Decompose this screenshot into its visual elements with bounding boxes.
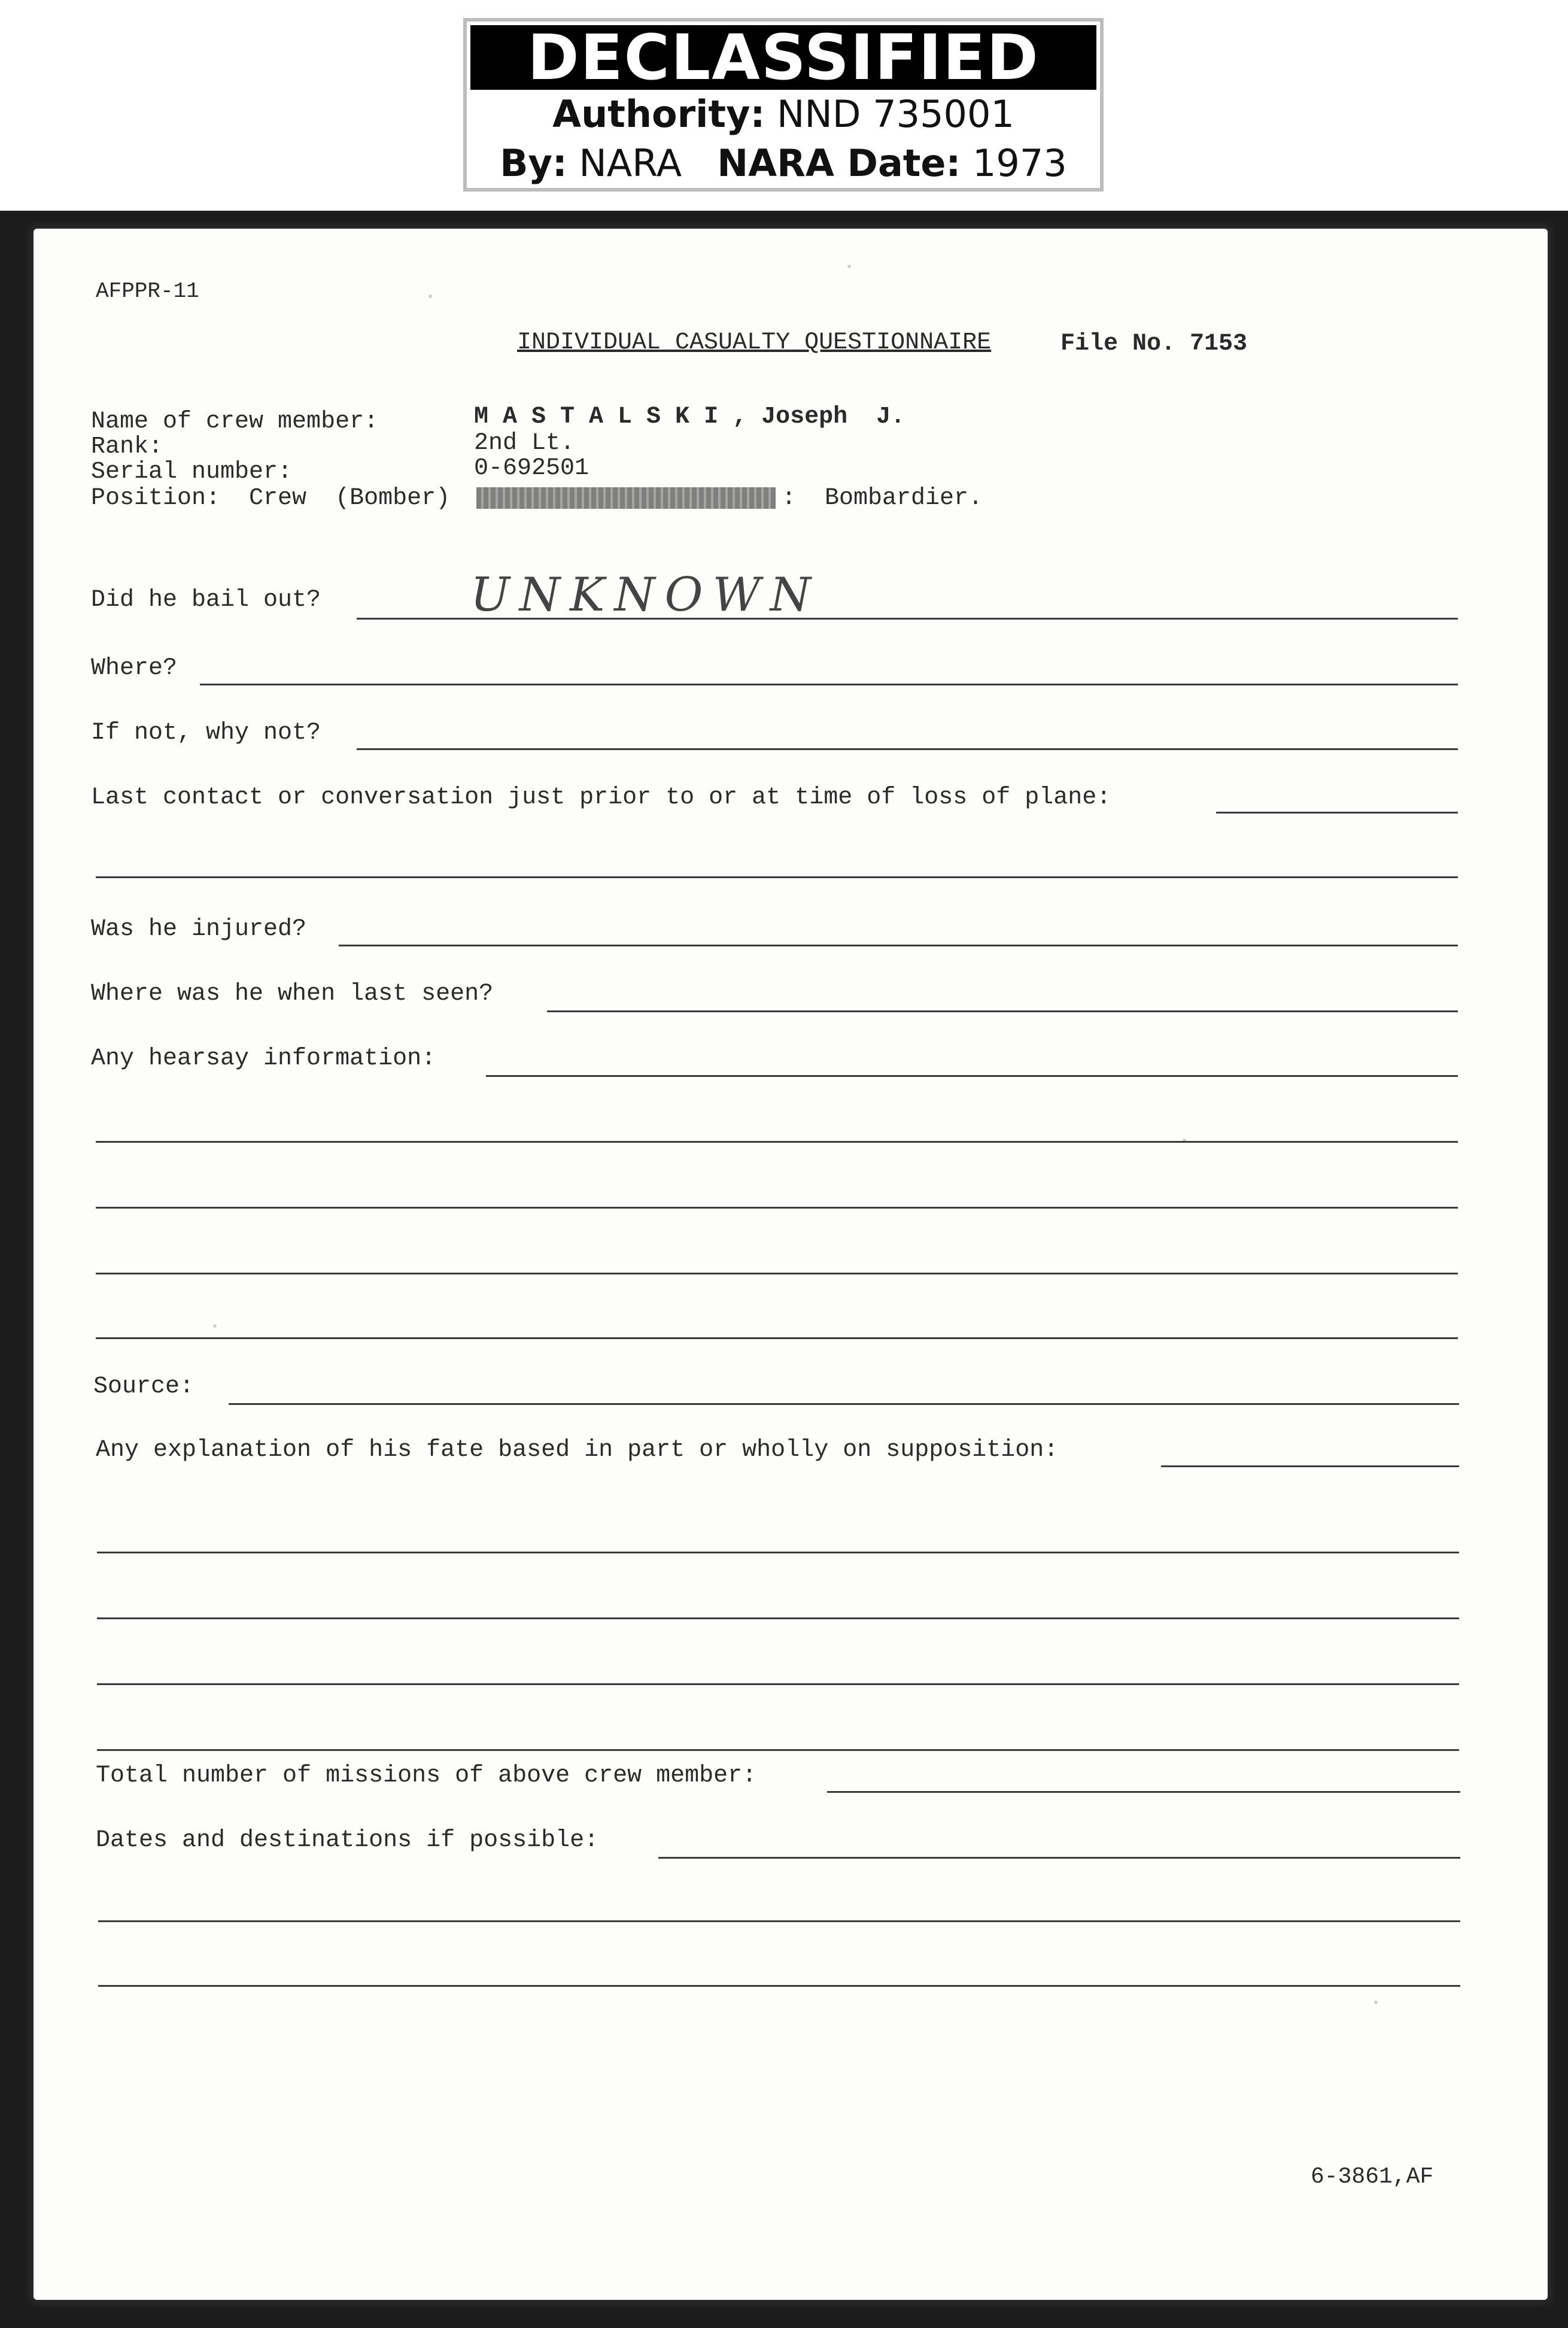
question-dates: Dates and destinations if possible: xyxy=(96,1827,599,1854)
position-value: : Bombardier. xyxy=(782,485,983,512)
answer-line xyxy=(547,1010,1458,1012)
answer-line xyxy=(486,1075,1458,1077)
question-missions: Total number of missions of above crew member: xyxy=(96,1762,757,1789)
stamp-by-date xyxy=(467,139,1100,188)
stamp-authority xyxy=(467,90,1100,139)
answer-line xyxy=(97,1683,1459,1685)
name-value: M A S T A L S K I , Joseph J. xyxy=(474,403,905,430)
file-number: File No. 7153 xyxy=(1060,330,1248,357)
answer-line xyxy=(96,1337,1458,1339)
answer-line xyxy=(357,618,1458,620)
declassified-stamp xyxy=(463,18,1104,192)
answer-line xyxy=(97,1552,1459,1553)
answer-line xyxy=(98,1985,1460,1987)
answer-line xyxy=(97,1749,1459,1751)
question-hearsay: Any hearsay information: xyxy=(91,1045,436,1072)
answer-line xyxy=(96,1141,1458,1143)
handwritten-answer-bail-out: UNKNOWN xyxy=(470,568,821,622)
answer-line xyxy=(98,1920,1460,1922)
answer-line xyxy=(658,1857,1460,1859)
form-footer-code: 6-3861,AF xyxy=(1311,2164,1434,2190)
answer-line xyxy=(97,1617,1459,1619)
scan-speck xyxy=(429,295,432,298)
answer-line xyxy=(96,1207,1458,1209)
answer-line xyxy=(357,748,1458,750)
answer-line xyxy=(1161,1465,1459,1467)
struck-out-text xyxy=(476,487,776,509)
answer-line xyxy=(827,1791,1460,1793)
serial-label: Serial number: xyxy=(91,459,293,485)
name-label: Name of crew member: xyxy=(91,408,379,435)
question-injured: Was he injured? xyxy=(91,916,307,943)
stamp-authority-label: Authority: xyxy=(552,92,765,136)
answer-line xyxy=(339,945,1458,946)
rank-value: 2nd Lt. xyxy=(474,430,575,457)
answer-line xyxy=(1216,812,1458,814)
stamp-by-label: By: xyxy=(500,141,567,185)
stamp-by-value: NARA xyxy=(579,141,682,185)
answer-line xyxy=(96,1273,1458,1274)
stamp-date-value: 1973 xyxy=(972,141,1067,185)
stamp-authority-value: NND 735001 xyxy=(777,92,1014,136)
scan-speck xyxy=(847,265,851,268)
stamp-date-label: NARA Date: xyxy=(717,141,961,185)
question-where: Where? xyxy=(91,655,178,682)
question-bail-out: Did he bail out? xyxy=(91,587,321,614)
questionnaire-paper xyxy=(34,229,1548,2300)
position-label: Position: Crew (Bomber) xyxy=(91,485,451,512)
form-title: INDIVIDUAL CASUALTY QUESTIONNAIRE xyxy=(517,329,992,356)
serial-value: 0-692501 xyxy=(474,455,589,482)
rank-label: Rank: xyxy=(91,433,163,460)
question-last-contact: Last contact or conversation just prior to or at time of loss of plane: xyxy=(91,784,1111,811)
answer-line xyxy=(200,684,1458,685)
question-explanation: Any explanation of his fate based in part or wholly on supposition: xyxy=(96,1437,1059,1464)
stamp-header: DECLASSIFIED xyxy=(470,25,1096,90)
scanned-page-background xyxy=(0,211,1568,2328)
scan-speck xyxy=(1374,2001,1378,2004)
answer-line xyxy=(229,1403,1459,1405)
form-id: AFPPR-11 xyxy=(96,279,199,303)
answer-line xyxy=(96,876,1458,878)
scan-speck xyxy=(213,1324,217,1328)
question-source: Source: xyxy=(93,1373,195,1400)
question-last-seen: Where was he when last seen? xyxy=(91,981,494,1007)
question-why-not: If not, why not? xyxy=(91,720,321,746)
